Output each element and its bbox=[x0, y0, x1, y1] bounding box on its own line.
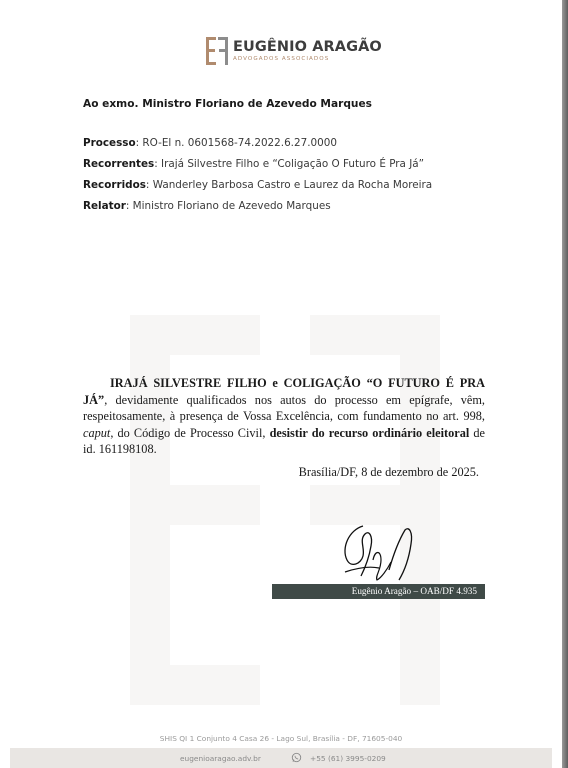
recorridos-line bbox=[83, 178, 432, 199]
recorrentes-label: Recorrentes bbox=[83, 158, 155, 170]
paragraph-text-3: de id. 161198108. bbox=[83, 425, 485, 457]
brand-logo bbox=[205, 34, 382, 68]
brand-name: EUGÊNIO ARAGÃO bbox=[233, 39, 382, 55]
request-highlight: desistir do recurso ordinário eleitoral bbox=[269, 425, 470, 440]
footer-address: SHIS QI 1 Conjunto 4 Casa 26 - Lago Sul, Brasília - DF, 71605-040 bbox=[159, 734, 403, 743]
recorrentes-line bbox=[83, 157, 432, 178]
date-line: Brasília/DF, 8 de dezembro de 2025. bbox=[298, 465, 479, 479]
watermark-logo bbox=[110, 295, 460, 725]
relator-value: : Ministro Floriano de Azevedo Marques bbox=[125, 200, 331, 212]
paragraph-text-1: , devidamente qualificados nos autos do processo em epígrafe, vêm, respeitosamente, à presença de Vossa Excelência, com fundamento no art. 998, bbox=[83, 392, 485, 424]
signature-name-bar: Eugênio Aragão – OAB/DF 4.935 bbox=[272, 584, 485, 599]
petition-paragraph bbox=[83, 375, 485, 458]
footer-website[interactable]: eugenioaragao.adv.br bbox=[180, 754, 261, 763]
caput-term: caput bbox=[83, 425, 111, 440]
case-info bbox=[83, 136, 432, 220]
recorridos-label: Recorridos bbox=[83, 179, 146, 191]
footer-bar bbox=[10, 748, 552, 768]
processo-line bbox=[83, 136, 432, 157]
paragraph-text-2: , do Código de Processo Civil, bbox=[110, 425, 270, 440]
recorrentes-value: : Irajá Silvestre Filho e “Coligação O Futuro É Pra Já” bbox=[154, 158, 425, 170]
processo-label: Processo bbox=[83, 137, 136, 149]
recorridos-value: : Wanderley Barbosa Castro e Laurez da Rocha Moreira bbox=[145, 179, 433, 191]
whatsapp-icon bbox=[291, 752, 302, 763]
relator-label: Relator bbox=[83, 200, 126, 212]
parties-names: IRAJÁ SILVESTRE FILHO e COLIGAÇÃO “O FUTURO É PRA JÁ” bbox=[83, 376, 485, 407]
handwritten-signature bbox=[335, 520, 420, 588]
page-edge-shadow bbox=[562, 0, 568, 768]
processo-value: : RO-El n. 0601568-74.2022.6.27.0000 bbox=[135, 137, 337, 149]
footer-phone[interactable]: +55 (61) 3995-0209 bbox=[310, 754, 386, 763]
relator-line bbox=[83, 199, 432, 220]
addressee-line: Ao exmo. Ministro Floriano de Azevedo Marques bbox=[83, 98, 372, 110]
ea-monogram-icon bbox=[205, 35, 229, 67]
brand-subtitle: ADVOGADOS ASSOCIADOS bbox=[233, 56, 330, 62]
